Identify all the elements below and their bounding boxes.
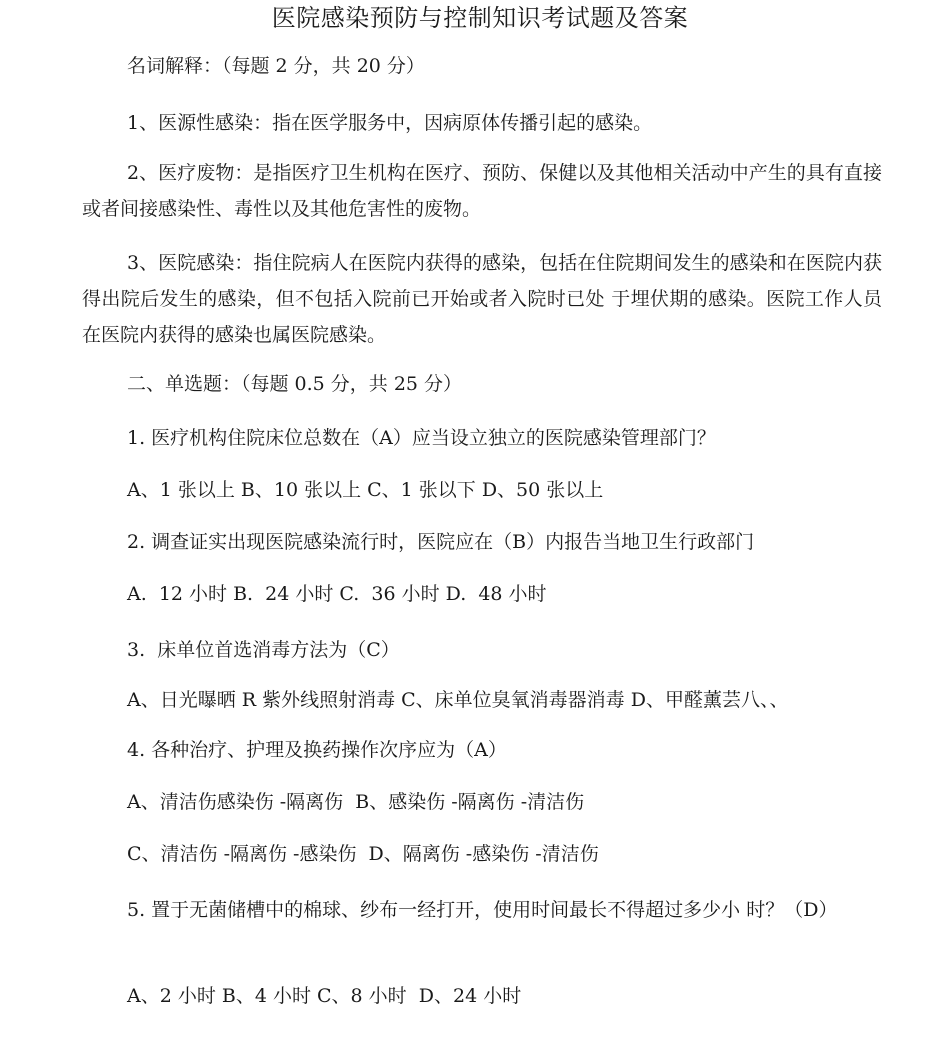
question-4-options-ab: A、清洁伤感染伤 -隔离伤 B、感染伤 -隔离伤 -清洁伤 bbox=[127, 791, 585, 813]
question-4-options-cd: C、清洁伤 -隔离伤 -感染伤 D、隔离伤 -感染伤 -清洁伤 bbox=[127, 843, 599, 865]
question-2-options: A. 12 小时 B. 24 小时 C. 36 小时 D. 48 小时 bbox=[127, 583, 547, 605]
question-5: 5. 置于无菌储槽中的棉球、纱布一经打开，使用时间最长不得超过多少小 时？（D） bbox=[127, 899, 838, 921]
definition-1: 1、医源性感染：指在医学服务中，因病原体传播引起的感染。 bbox=[127, 112, 653, 134]
question-3: 3. 床单位首选消毒方法为（C） bbox=[127, 639, 400, 661]
question-3-options: A、日光曝晒 R 紫外线照射消毒 C、床单位臭氧消毒器消毒 D、甲醛薰芸八、、 bbox=[127, 689, 789, 711]
section-heading-definitions: 名词解释：（每题 2 分，共 20 分） bbox=[127, 55, 425, 77]
question-1-options: A、1 张以上 B、10 张以上 C、1 张以下 D、50 张以上 bbox=[127, 479, 604, 501]
section-heading-single-choice: 二、单选题：（每题 0.5 分，共 25 分） bbox=[127, 373, 463, 395]
definition-3: 3、医院感染：指住院病人在医院内获得的感染，包括在住院期间发生的感染和在医院内获得出院后发生的感染，但不包括入院前已开始或者入院时已处 于埋伏期的感染。医院工作人员在医院内获得的感染也属医院感染。 bbox=[82, 252, 882, 346]
question-2: 2. 调查证实出现医院感染流行时，医院应在（B）内报告当地卫生行政部门 bbox=[127, 531, 755, 553]
question-1: 1. 医疗机构住院床位总数在（A）应当设立独立的医院感染管理部门？ bbox=[127, 427, 716, 449]
definition-2: 2、医疗废物：是指医疗卫生机构在医疗、预防、保健以及其他相关活动中产生的具有直接或者间接感染性、毒性以及其他危害性的废物。 bbox=[82, 162, 882, 220]
question-4: 4. 各种治疗、护理及换药操作次序应为（A） bbox=[127, 739, 507, 761]
question-5-options: A、2 小时 B、4 小时 C、8 小时 D、24 小时 bbox=[127, 985, 522, 1007]
document-title: 医院感染预防与控制知识考试题及答案 bbox=[271, 4, 689, 32]
